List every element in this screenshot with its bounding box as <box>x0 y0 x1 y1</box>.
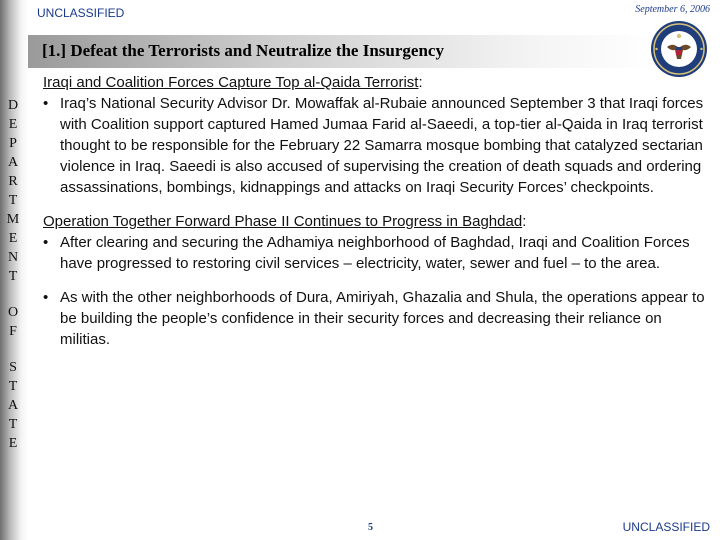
department-of-state-vertical-text <box>3 96 23 453</box>
date-label: September 6, 2006 <box>635 4 710 15</box>
bottom-classification-label: UNCLASSIFIED <box>622 520 710 534</box>
bullet-icon: • <box>43 289 49 306</box>
sidebar-letter: R <box>8 174 18 189</box>
sidebar-letter: T <box>8 379 18 394</box>
sidebar-letter: M <box>6 212 20 227</box>
section-heading: Operation Together Forward Phase II Continues to Progress in Baghdad <box>43 213 523 230</box>
sidebar-letter: D <box>7 98 19 113</box>
page-number: 5 <box>368 522 373 533</box>
section-heading: Iraqi and Coalition Forces Capture Top al-Qaida Terrorist <box>43 74 419 91</box>
bullet-list <box>43 93 708 198</box>
sidebar-letter: T <box>8 269 18 284</box>
bullet-icon: • <box>43 95 49 112</box>
sidebar-letter: F <box>9 324 17 339</box>
heading-colon: : <box>418 74 423 91</box>
bullet-item <box>43 93 708 198</box>
sidebar-letter: E <box>8 231 18 246</box>
section-operation-together-forward <box>43 211 708 350</box>
bullet-list <box>43 232 708 350</box>
sidebar-letter: O <box>7 305 19 320</box>
bullet-icon: • <box>43 234 49 251</box>
sidebar-letter: T <box>8 193 18 208</box>
bullet-item <box>43 232 708 274</box>
sidebar-letter: E <box>8 436 18 451</box>
bullet-item <box>43 287 708 350</box>
top-classification-label: UNCLASSIFIED <box>37 6 125 20</box>
sidebar-letter: E <box>8 117 18 132</box>
heading-colon: : <box>522 213 527 230</box>
department-of-state-seal-icon <box>650 20 708 78</box>
bullet-text: As with the other neighborhoods of Dura, Amiriyah, Ghazalia and Shula, the operations appear to be building the people’s confidence in their security forces and decreasing their reliance on militias. <box>60 289 705 348</box>
bullet-text: Iraq’s National Security Advisor Dr. Mowaffak al-Rubaie announced September 3 that Iraqi forces with Coalition support captured Hamed Jumaa Farid al-Saeedi, a top-tier al-Qaida in Iraq terrorist thought to be responsible for the February 22 Samarra mosque bombing that catalyzed sectarian violence in Iraq. Saeedi is also accused of supervising the creation of death squads and ordering assassinations, bombings, kidnappings and attacks on Iraqi Security Forces’ checkpoints. <box>60 95 704 196</box>
bullet-text: After clearing and securing the Adhamiya neighborhood of Baghdad, Iraqi and Coalition Forces have progressed to restoring civil services – electricity, water, sewer and fuel – to the area. <box>60 234 690 272</box>
title-bar <box>28 35 656 68</box>
section-heading-line <box>43 211 708 232</box>
sidebar-letter: S <box>9 360 17 375</box>
sidebar-letter: T <box>8 417 18 432</box>
sidebar-letter: N <box>7 250 19 265</box>
slide-content <box>43 72 708 363</box>
section-capture-terrorist <box>43 72 708 198</box>
sidebar-letter: A <box>7 155 19 170</box>
section-heading-line <box>43 72 708 93</box>
slide-title: [1.] Defeat the Terrorists and Neutralize the Insurgency <box>42 41 444 60</box>
sidebar-letter: P <box>9 136 17 151</box>
sidebar-letter: A <box>7 398 19 413</box>
